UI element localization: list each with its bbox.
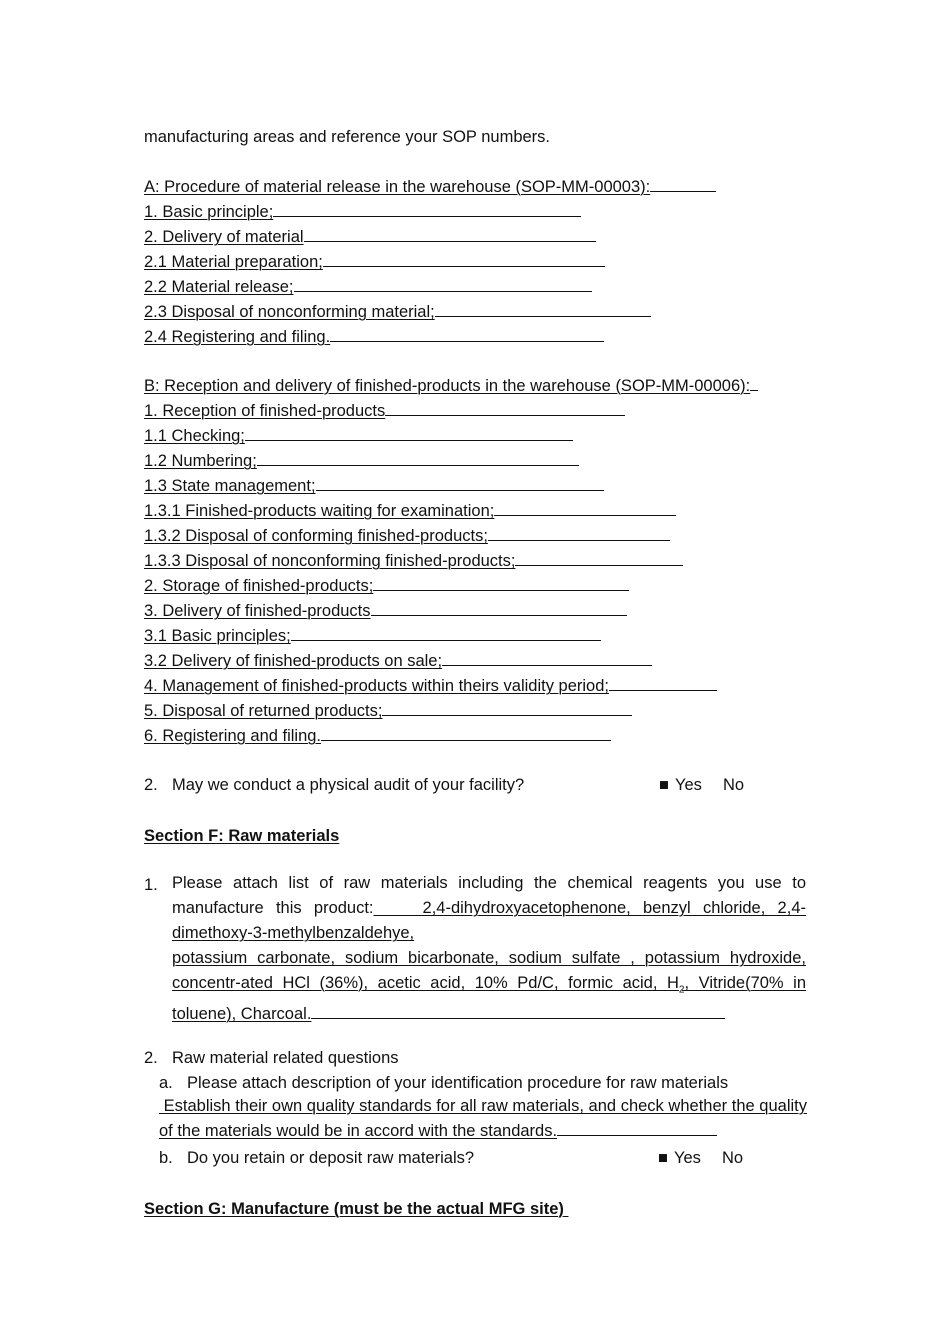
procedure-b-item: 1.1 Checking; — [144, 426, 573, 446]
procedure-b-item: 4. Management of finished-products within theirs validity period; — [144, 676, 717, 696]
raw-materials-q1-answer[interactable]: 2,4-dihydroxyacetophenone, benzyl chloride, 2,4-dimethoxy-3-methylbenzaldehye, potassium carbonate, sodium bicarbonate, sodium sulfate , potassium hydroxide, concentr-ated HCl (36%), acetic acid, 10% Pd/C, formic acid, $H_2$, Vitride(70% in toluene), Charcoal. — [172, 899, 806, 1024]
section-g-heading: Section G: Manufacture (must be the actual MFG site) — [144, 1200, 564, 1218]
procedure-b-title: B: Reception and delivery of finished-products in the warehouse (SOP-MM-00006): — [144, 376, 758, 396]
audit-no-option[interactable]: No — [723, 776, 745, 794]
raw-materials-q1-text: Please attach list of raw materials including the chemical reagents you use to manufacture this product: — [172, 874, 806, 917]
procedure-b-item: 1.2 Numbering; — [144, 451, 579, 471]
intro-text: manufacturing areas and reference your SOP numbers. — [144, 128, 550, 146]
procedure-b-item: 2. Storage of finished-products; — [144, 576, 629, 596]
procedure-a-title: A: Procedure of material release in the warehouse (SOP-MM-00003): — [144, 177, 716, 197]
procedure-a-item: 2.3 Disposal of nonconforming material; — [144, 302, 651, 322]
retain-no-option[interactable]: No — [722, 1149, 744, 1167]
audit-question-number: 2. — [144, 776, 158, 794]
procedure-b-item: 1.3.2 Disposal of conforming finished-products; — [144, 526, 670, 546]
raw-materials-q2a-letter: a. — [159, 1074, 173, 1092]
procedure-a-item: 2. Delivery of material — [144, 227, 596, 247]
procedure-a-item: 2.4 Registering and filing. — [144, 327, 604, 347]
audit-question-text: May we conduct a physical audit of your facility? — [172, 776, 525, 794]
procedure-b-item: 1.3.3 Disposal of nonconforming finished-products; — [144, 551, 683, 571]
procedure-b-item: 6. Registering and filing. — [144, 726, 611, 746]
procedure-b-item: 3. Delivery of finished-products — [144, 601, 627, 621]
procedure-a-item: 1. Basic principle; — [144, 202, 581, 222]
raw-materials-q1 — [172, 871, 806, 1027]
procedure-a-item: 2.1 Material preparation; — [144, 252, 605, 272]
procedure-b-item: 1.3 State management; — [144, 476, 604, 496]
retain-yes-option[interactable]: Yes — [674, 1149, 701, 1167]
raw-materials-q2a-answer[interactable]: Establish their own quality standards for all raw materials, and check whether the quality of the materials would be in accord with the standards. — [159, 1097, 807, 1140]
procedure-a-item: 2.2 Material release; — [144, 277, 592, 297]
procedure-b-item: 3.2 Delivery of finished-products on sale; — [144, 651, 652, 671]
raw-materials-q2-number: 2. — [144, 1049, 158, 1067]
raw-materials-q2b-letter: b. — [159, 1149, 173, 1167]
procedure-b-item: 3.1 Basic principles; — [144, 626, 601, 646]
section-f-heading: Section F: Raw materials — [144, 827, 340, 845]
procedure-b-item: 1.3.1 Finished-products waiting for examination; — [144, 501, 676, 521]
retain-yes-checked-icon[interactable]: ■ — [658, 1149, 668, 1167]
raw-materials-q1-number: 1. — [144, 876, 158, 894]
raw-materials-q2-text: Raw material related questions — [172, 1049, 399, 1067]
procedure-b-item: 5. Disposal of returned products; — [144, 701, 632, 721]
raw-materials-q2b-text: Do you retain or deposit raw materials? — [187, 1149, 475, 1167]
raw-materials-q2a-text: Please attach description of your identification procedure for raw materials — [187, 1074, 729, 1092]
audit-yes-option[interactable]: Yes — [675, 776, 702, 794]
procedure-b-item: 1. Reception of finished-products — [144, 401, 625, 421]
audit-yes-checked-icon[interactable]: ■ — [659, 776, 669, 794]
